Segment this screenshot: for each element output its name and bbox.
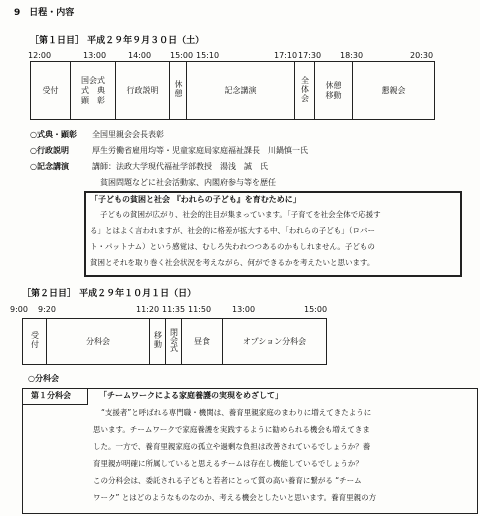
session1-line: ワーク” とはどのようなものなのか、考える機会としたいと思います。養育里親の方 bbox=[93, 493, 377, 502]
day1-schedule bbox=[30, 61, 435, 120]
lecture-summary-line: 貧困とそれを取り巻く社会状況を考えながら、何ができるかを考えたいと思います。 bbox=[90, 258, 375, 267]
admin-text: 厚生労働省雇用均等・児童家庭局家庭福祉課長 川鍋慎一氏 bbox=[92, 146, 308, 155]
day2-time: 11:50 bbox=[188, 305, 212, 314]
lecture-summary-line: ト・パットナム）という感覚は、むしろ失われつつあるのかもしれません。子どもの bbox=[90, 242, 375, 251]
session1-line: “支援者”と呼ばれる専門職・機関は、養育里親家庭のまわりに増えてきたように bbox=[101, 408, 372, 417]
lecture-summary-line: る」とはよく言われますが、社会的に格差が拡大する中、「われらの子ども」（ロバー bbox=[90, 226, 375, 235]
day2-time: 11:35 bbox=[162, 305, 186, 314]
session1-title: 「チームワークによる家庭養護の実現をめざして」 bbox=[99, 391, 283, 400]
session1-box bbox=[22, 388, 478, 514]
day1-plenary-cell: 全体会 bbox=[295, 62, 315, 120]
day2-schedule bbox=[22, 318, 327, 365]
ceremony-text: 全国里親会会長表彰 bbox=[92, 130, 164, 139]
day2-time: 15:00 bbox=[304, 305, 328, 314]
day1-admin-cell: 行政説明 bbox=[116, 62, 170, 120]
day1-lecture-cell: 記念講演 bbox=[187, 62, 295, 120]
session1-line: 育里親が明確に所属していると思えるチームは存在し機能しているでしょうか？ bbox=[93, 459, 363, 468]
lecture-summary-box bbox=[84, 191, 462, 277]
day1-time: 14:00 bbox=[128, 51, 152, 60]
session1-tag: 第１分科会 bbox=[31, 391, 71, 400]
day2-optional-cell: オプション分科会 bbox=[223, 319, 327, 365]
day2-lunch-cell: 昼食 bbox=[182, 319, 223, 365]
session1-line: この分科会は、委託される子どもと若者にとって質の高い養育に繋がる “チーム bbox=[93, 476, 362, 485]
day1-time: 20:30 bbox=[410, 51, 434, 60]
day1-ceremony-cell: 国会式 式 典 顕 彰 bbox=[71, 62, 116, 120]
day2-time: 9:00 bbox=[10, 305, 28, 314]
day1-time: 13:00 bbox=[83, 51, 107, 60]
day1-break-cell: 休憩 bbox=[170, 62, 187, 120]
day2-time: 9:20 bbox=[38, 305, 56, 314]
day1-time: 18:30 bbox=[340, 51, 364, 60]
day2-sessions-cell: 分科会 bbox=[47, 319, 150, 365]
day2-reception-cell: 受付 bbox=[23, 319, 47, 365]
day2-closing-cell: 閉会式 bbox=[166, 319, 182, 365]
day2-move-cell: 移動 bbox=[150, 319, 166, 365]
lecture-label: ○記念講演 bbox=[30, 162, 69, 171]
day1-time: 12:00 bbox=[28, 51, 52, 60]
day1-reception-cell: 受付 bbox=[31, 62, 71, 120]
admin-label: ○行政説明 bbox=[30, 146, 69, 155]
day1-header: ［第１日目］ 平成２９年９月３０日（土） bbox=[30, 36, 205, 46]
day2-header: ［第２日目］ 平成２９年１０月１日（日） bbox=[22, 289, 197, 299]
session1-tag-box bbox=[23, 389, 88, 405]
lecture-text: 講師：法政大学現代福祉学部教授 湯浅 誠 氏 bbox=[92, 162, 268, 171]
section-title: 9 日程・内容 bbox=[14, 8, 75, 18]
day1-time: 17:10 bbox=[274, 51, 298, 60]
day2-time: 13:00 bbox=[232, 305, 256, 314]
lecture-summary-title: 「子どもの貧困と社会 『われらの子ども』を育むために」 bbox=[90, 195, 301, 204]
day1-move-cell: 休憩 移動 bbox=[315, 62, 353, 120]
session1-line: した。一方で、養育里親家庭の孤立や過剰な負担は改善されているでしょうか？養 bbox=[93, 442, 371, 451]
session1-line: 思います。チームワークで家庭養護を実践するように勧められる機会も増えてきま bbox=[93, 425, 370, 434]
lecture-note: 貧困問題などに社会活動家、内閣府参与等を歴任 bbox=[100, 178, 276, 187]
day1-social-cell: 懇親会 bbox=[353, 62, 435, 120]
sessions-label: ○分科会 bbox=[28, 374, 59, 383]
day1-time: 15:10 bbox=[196, 51, 220, 60]
ceremony-label: ○式典・顕彰 bbox=[30, 130, 77, 139]
day2-time: 11:20 bbox=[136, 305, 160, 314]
lecture-summary-line: 子どもの貧困が広がり、社会的注目が集まっています。「子育てを社会全体で応援す bbox=[100, 210, 381, 219]
day1-time: 17:30 bbox=[298, 51, 322, 60]
day1-time: 15:00 bbox=[170, 51, 194, 60]
